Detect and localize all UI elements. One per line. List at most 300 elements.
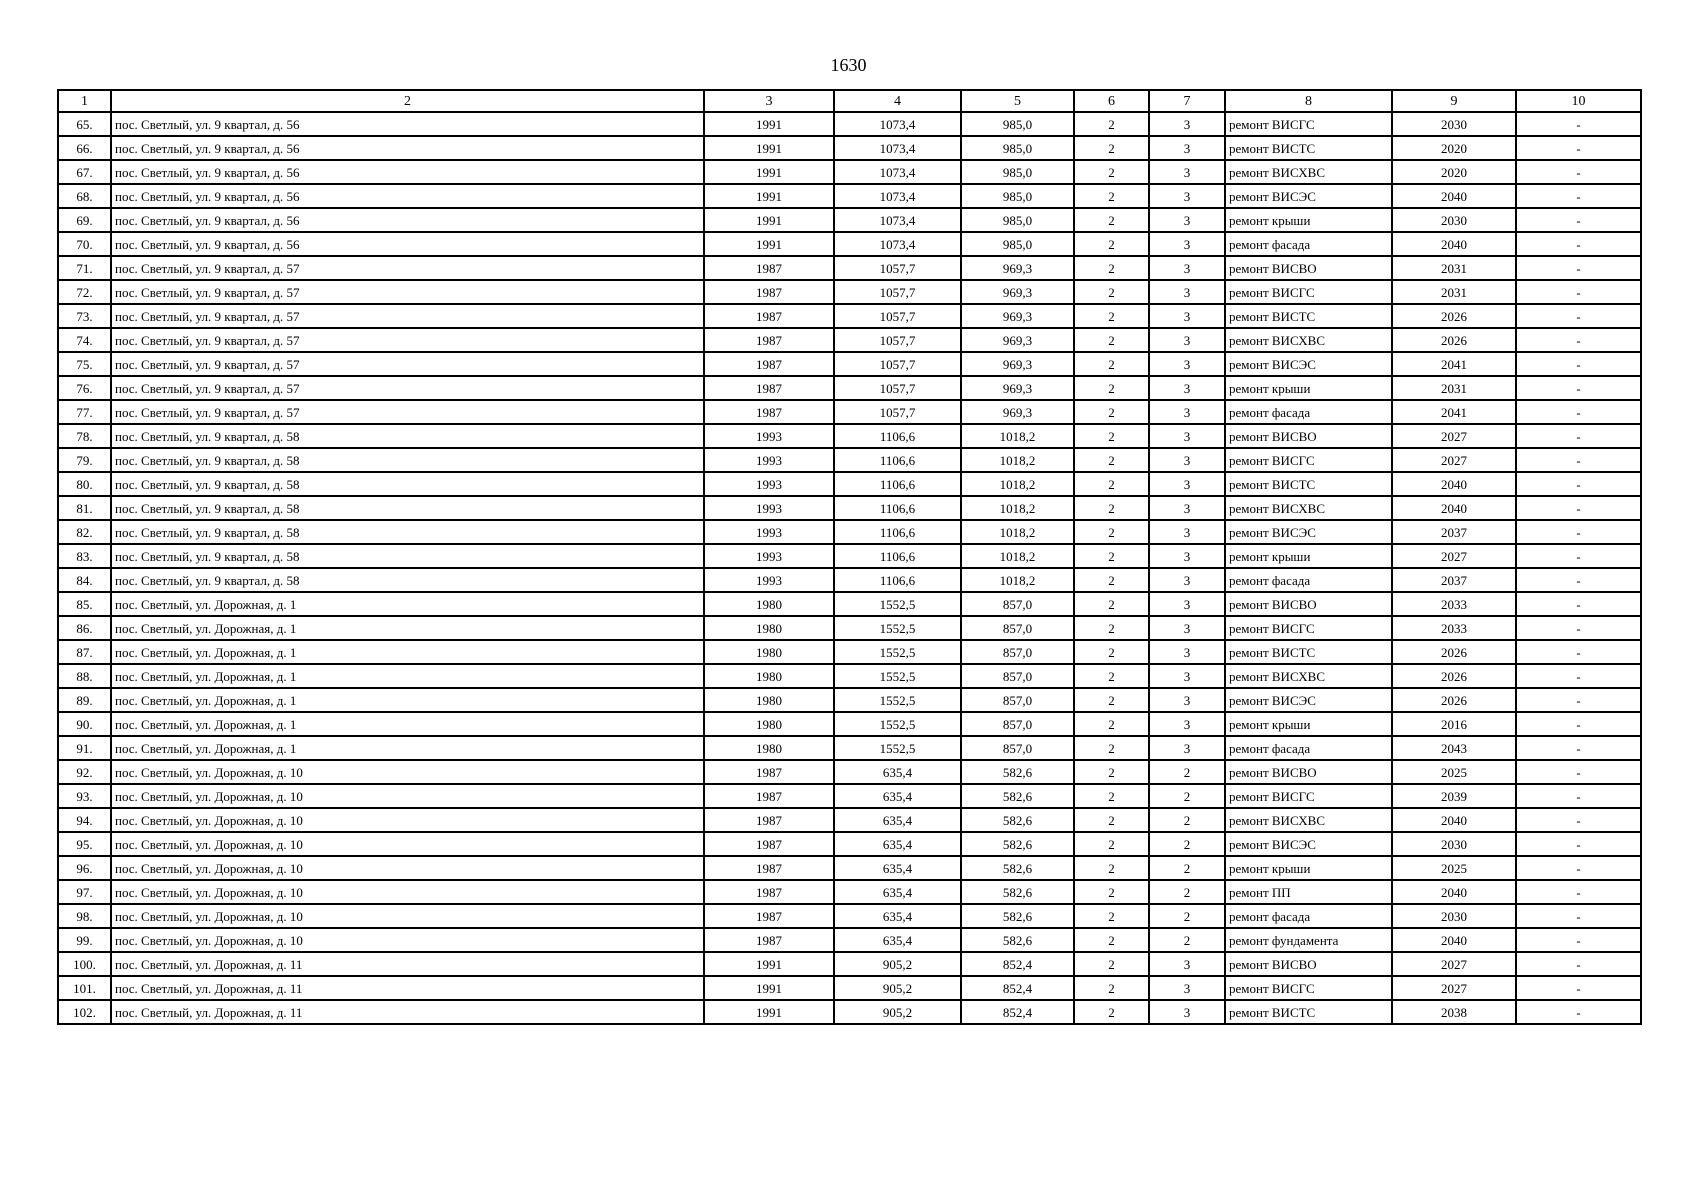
cell-planned-year: 2027 <box>1392 952 1516 976</box>
table-row <box>58 400 1641 424</box>
table-row <box>58 808 1641 832</box>
table-row <box>58 376 1641 400</box>
cell-year-built: 1987 <box>704 304 834 328</box>
cell-entrances: 3 <box>1149 352 1225 376</box>
cell-floors: 2 <box>1074 424 1149 448</box>
table-row <box>58 280 1641 304</box>
cell-living-area: 985,0 <box>961 232 1074 256</box>
cell-total-area: 905,2 <box>834 952 961 976</box>
cell-year-built: 1991 <box>704 136 834 160</box>
cell-planned-year: 2031 <box>1392 256 1516 280</box>
cell-entrances: 3 <box>1149 544 1225 568</box>
column-header: 9 <box>1392 90 1516 112</box>
cell-year-built: 1987 <box>704 808 834 832</box>
cell-living-area: 582,6 <box>961 880 1074 904</box>
cell-address: пос. Светлый, ул. 9 квартал, д. 56 <box>111 232 704 256</box>
cell-living-area: 985,0 <box>961 184 1074 208</box>
cell-note: - <box>1516 592 1641 616</box>
cell-address: пос. Светлый, ул. Дорожная, д. 11 <box>111 1000 704 1024</box>
cell-row-number: 86. <box>58 616 111 640</box>
cell-work-type: ремонт ВИСТС <box>1225 136 1392 160</box>
cell-floors: 2 <box>1074 880 1149 904</box>
cell-entrances: 2 <box>1149 856 1225 880</box>
cell-planned-year: 2026 <box>1392 688 1516 712</box>
cell-row-number: 89. <box>58 688 111 712</box>
cell-note: - <box>1516 280 1641 304</box>
cell-floors: 2 <box>1074 472 1149 496</box>
table-row <box>58 784 1641 808</box>
cell-living-area: 969,3 <box>961 376 1074 400</box>
cell-work-type: ремонт ВИСГС <box>1225 112 1392 136</box>
cell-year-built: 1980 <box>704 592 834 616</box>
cell-year-built: 1987 <box>704 928 834 952</box>
cell-note: - <box>1516 904 1641 928</box>
cell-planned-year: 2030 <box>1392 832 1516 856</box>
table-row <box>58 664 1641 688</box>
cell-planned-year: 2026 <box>1392 328 1516 352</box>
cell-row-number: 96. <box>58 856 111 880</box>
cell-address: пос. Светлый, ул. 9 квартал, д. 57 <box>111 304 704 328</box>
cell-address: пос. Светлый, ул. Дорожная, д. 11 <box>111 952 704 976</box>
cell-row-number: 65. <box>58 112 111 136</box>
cell-work-type: ремонт ВИСГС <box>1225 616 1392 640</box>
cell-work-type: ремонт ВИСХВС <box>1225 808 1392 832</box>
cell-planned-year: 2040 <box>1392 496 1516 520</box>
cell-year-built: 1991 <box>704 160 834 184</box>
table-row <box>58 976 1641 1000</box>
cell-floors: 2 <box>1074 592 1149 616</box>
cell-living-area: 852,4 <box>961 1000 1074 1024</box>
cell-floors: 2 <box>1074 520 1149 544</box>
cell-living-area: 857,0 <box>961 592 1074 616</box>
cell-entrances: 3 <box>1149 136 1225 160</box>
cell-planned-year: 2027 <box>1392 544 1516 568</box>
cell-note: - <box>1516 640 1641 664</box>
cell-row-number: 79. <box>58 448 111 472</box>
cell-planned-year: 2026 <box>1392 304 1516 328</box>
table-row <box>58 304 1641 328</box>
cell-year-built: 1991 <box>704 208 834 232</box>
cell-entrances: 3 <box>1149 640 1225 664</box>
cell-note: - <box>1516 784 1641 808</box>
cell-row-number: 93. <box>58 784 111 808</box>
cell-floors: 2 <box>1074 160 1149 184</box>
cell-floors: 2 <box>1074 928 1149 952</box>
cell-entrances: 3 <box>1149 112 1225 136</box>
cell-note: - <box>1516 208 1641 232</box>
cell-floors: 2 <box>1074 544 1149 568</box>
cell-note: - <box>1516 136 1641 160</box>
cell-note: - <box>1516 568 1641 592</box>
cell-total-area: 1106,6 <box>834 568 961 592</box>
cell-floors: 2 <box>1074 328 1149 352</box>
table-row <box>58 880 1641 904</box>
cell-planned-year: 2026 <box>1392 640 1516 664</box>
cell-work-type: ремонт ВИСХВС <box>1225 496 1392 520</box>
table-row <box>58 712 1641 736</box>
cell-year-built: 1980 <box>704 640 834 664</box>
cell-row-number: 81. <box>58 496 111 520</box>
cell-row-number: 83. <box>58 544 111 568</box>
cell-address: пос. Светлый, ул. Дорожная, д. 1 <box>111 712 704 736</box>
cell-address: пос. Светлый, ул. Дорожная, д. 10 <box>111 832 704 856</box>
cell-floors: 2 <box>1074 352 1149 376</box>
cell-floors: 2 <box>1074 688 1149 712</box>
cell-floors: 2 <box>1074 208 1149 232</box>
cell-living-area: 985,0 <box>961 208 1074 232</box>
cell-year-built: 1980 <box>704 664 834 688</box>
cell-work-type: ремонт ПП <box>1225 880 1392 904</box>
cell-row-number: 76. <box>58 376 111 400</box>
cell-planned-year: 2040 <box>1392 472 1516 496</box>
cell-total-area: 1106,6 <box>834 520 961 544</box>
cell-work-type: ремонт ВИСГС <box>1225 280 1392 304</box>
cell-note: - <box>1516 880 1641 904</box>
cell-total-area: 1106,6 <box>834 544 961 568</box>
cell-year-built: 1987 <box>704 376 834 400</box>
cell-total-area: 905,2 <box>834 1000 961 1024</box>
cell-planned-year: 2027 <box>1392 448 1516 472</box>
cell-row-number: 85. <box>58 592 111 616</box>
cell-entrances: 3 <box>1149 520 1225 544</box>
cell-year-built: 1980 <box>704 616 834 640</box>
cell-note: - <box>1516 856 1641 880</box>
cell-total-area: 635,4 <box>834 928 961 952</box>
cell-planned-year: 2040 <box>1392 232 1516 256</box>
cell-note: - <box>1516 112 1641 136</box>
cell-entrances: 3 <box>1149 952 1225 976</box>
cell-year-built: 1980 <box>704 712 834 736</box>
cell-note: - <box>1516 832 1641 856</box>
cell-address: пос. Светлый, ул. Дорожная, д. 10 <box>111 784 704 808</box>
cell-address: пос. Светлый, ул. 9 квартал, д. 58 <box>111 544 704 568</box>
cell-note: - <box>1516 520 1641 544</box>
cell-note: - <box>1516 952 1641 976</box>
cell-floors: 2 <box>1074 736 1149 760</box>
cell-entrances: 3 <box>1149 328 1225 352</box>
cell-floors: 2 <box>1074 184 1149 208</box>
cell-work-type: ремонт крыши <box>1225 712 1392 736</box>
cell-entrances: 3 <box>1149 424 1225 448</box>
cell-year-built: 1991 <box>704 976 834 1000</box>
column-header: 7 <box>1149 90 1225 112</box>
cell-planned-year: 2038 <box>1392 1000 1516 1024</box>
cell-living-area: 857,0 <box>961 736 1074 760</box>
cell-entrances: 3 <box>1149 448 1225 472</box>
cell-year-built: 1993 <box>704 568 834 592</box>
cell-note: - <box>1516 376 1641 400</box>
cell-entrances: 3 <box>1149 688 1225 712</box>
cell-planned-year: 2040 <box>1392 928 1516 952</box>
cell-year-built: 1980 <box>704 736 834 760</box>
table-row <box>58 736 1641 760</box>
cell-floors: 2 <box>1074 712 1149 736</box>
cell-planned-year: 2040 <box>1392 880 1516 904</box>
cell-note: - <box>1516 976 1641 1000</box>
table-row <box>58 952 1641 976</box>
cell-year-built: 1987 <box>704 400 834 424</box>
cell-note: - <box>1516 352 1641 376</box>
cell-entrances: 3 <box>1149 376 1225 400</box>
cell-total-area: 1073,4 <box>834 208 961 232</box>
cell-year-built: 1993 <box>704 424 834 448</box>
cell-address: пос. Светлый, ул. 9 квартал, д. 58 <box>111 520 704 544</box>
cell-year-built: 1987 <box>704 784 834 808</box>
cell-total-area: 635,4 <box>834 904 961 928</box>
cell-row-number: 77. <box>58 400 111 424</box>
cell-living-area: 582,6 <box>961 832 1074 856</box>
cell-total-area: 1057,7 <box>834 304 961 328</box>
cell-address: пос. Светлый, ул. 9 квартал, д. 56 <box>111 208 704 232</box>
cell-entrances: 3 <box>1149 160 1225 184</box>
table-row <box>58 256 1641 280</box>
cell-year-built: 1987 <box>704 328 834 352</box>
cell-row-number: 90. <box>58 712 111 736</box>
cell-planned-year: 2041 <box>1392 352 1516 376</box>
cell-work-type: ремонт крыши <box>1225 544 1392 568</box>
cell-address: пос. Светлый, ул. 9 квартал, д. 57 <box>111 352 704 376</box>
cell-living-area: 1018,2 <box>961 568 1074 592</box>
cell-entrances: 3 <box>1149 304 1225 328</box>
cell-year-built: 1987 <box>704 280 834 304</box>
cell-total-area: 635,4 <box>834 784 961 808</box>
cell-address: пос. Светлый, ул. Дорожная, д. 10 <box>111 880 704 904</box>
cell-address: пос. Светлый, ул. 9 квартал, д. 58 <box>111 496 704 520</box>
cell-total-area: 1073,4 <box>834 232 961 256</box>
cell-address: пос. Светлый, ул. Дорожная, д. 1 <box>111 640 704 664</box>
cell-row-number: 73. <box>58 304 111 328</box>
table-row <box>58 1000 1641 1024</box>
cell-floors: 2 <box>1074 808 1149 832</box>
cell-address: пос. Светлый, ул. 9 квартал, д. 57 <box>111 376 704 400</box>
cell-planned-year: 2027 <box>1392 424 1516 448</box>
cell-living-area: 969,3 <box>961 304 1074 328</box>
cell-total-area: 1106,6 <box>834 424 961 448</box>
cell-work-type: ремонт ВИСЭС <box>1225 520 1392 544</box>
table-row <box>58 592 1641 616</box>
table-row <box>58 424 1641 448</box>
cell-total-area: 635,4 <box>834 856 961 880</box>
column-header: 10 <box>1516 90 1641 112</box>
cell-living-area: 1018,2 <box>961 496 1074 520</box>
cell-total-area: 1073,4 <box>834 160 961 184</box>
cell-row-number: 97. <box>58 880 111 904</box>
table-row <box>58 352 1641 376</box>
table-row <box>58 928 1641 952</box>
cell-planned-year: 2025 <box>1392 760 1516 784</box>
cell-entrances: 2 <box>1149 904 1225 928</box>
cell-floors: 2 <box>1074 664 1149 688</box>
cell-living-area: 582,6 <box>961 928 1074 952</box>
column-header: 6 <box>1074 90 1149 112</box>
cell-address: пос. Светлый, ул. Дорожная, д. 10 <box>111 904 704 928</box>
cell-row-number: 102. <box>58 1000 111 1024</box>
cell-row-number: 99. <box>58 928 111 952</box>
cell-planned-year: 2031 <box>1392 280 1516 304</box>
cell-row-number: 75. <box>58 352 111 376</box>
cell-work-type: ремонт ВИСЭС <box>1225 352 1392 376</box>
cell-work-type: ремонт ВИСЭС <box>1225 688 1392 712</box>
cell-row-number: 87. <box>58 640 111 664</box>
cell-entrances: 3 <box>1149 568 1225 592</box>
cell-planned-year: 2043 <box>1392 736 1516 760</box>
cell-address: пос. Светлый, ул. 9 квартал, д. 57 <box>111 280 704 304</box>
cell-work-type: ремонт ВИСВО <box>1225 760 1392 784</box>
cell-floors: 2 <box>1074 304 1149 328</box>
cell-planned-year: 2040 <box>1392 808 1516 832</box>
cell-address: пос. Светлый, ул. 9 квартал, д. 56 <box>111 184 704 208</box>
cell-note: - <box>1516 472 1641 496</box>
cell-living-area: 985,0 <box>961 112 1074 136</box>
table-row <box>58 616 1641 640</box>
cell-total-area: 1106,6 <box>834 448 961 472</box>
cell-note: - <box>1516 1000 1641 1024</box>
cell-living-area: 582,6 <box>961 808 1074 832</box>
cell-note: - <box>1516 424 1641 448</box>
cell-year-built: 1993 <box>704 496 834 520</box>
cell-work-type: ремонт ВИСГС <box>1225 784 1392 808</box>
table-row <box>58 496 1641 520</box>
cell-floors: 2 <box>1074 952 1149 976</box>
column-header: 4 <box>834 90 961 112</box>
cell-total-area: 1057,7 <box>834 400 961 424</box>
cell-entrances: 2 <box>1149 784 1225 808</box>
table-row <box>58 640 1641 664</box>
cell-year-built: 1987 <box>704 880 834 904</box>
cell-total-area: 1552,5 <box>834 736 961 760</box>
table-row <box>58 328 1641 352</box>
cell-planned-year: 2027 <box>1392 976 1516 1000</box>
cell-living-area: 852,4 <box>961 976 1074 1000</box>
table-row <box>58 232 1641 256</box>
page-number: 1630 <box>830 55 867 75</box>
cell-year-built: 1991 <box>704 232 834 256</box>
cell-entrances: 3 <box>1149 184 1225 208</box>
cell-row-number: 68. <box>58 184 111 208</box>
cell-note: - <box>1516 256 1641 280</box>
cell-entrances: 2 <box>1149 832 1225 856</box>
table-row <box>58 208 1641 232</box>
cell-note: - <box>1516 544 1641 568</box>
cell-living-area: 1018,2 <box>961 520 1074 544</box>
cell-row-number: 94. <box>58 808 111 832</box>
cell-year-built: 1993 <box>704 520 834 544</box>
cell-living-area: 582,6 <box>961 904 1074 928</box>
cell-living-area: 582,6 <box>961 856 1074 880</box>
cell-row-number: 82. <box>58 520 111 544</box>
cell-entrances: 3 <box>1149 472 1225 496</box>
cell-work-type: ремонт ВИСХВС <box>1225 160 1392 184</box>
column-header: 5 <box>961 90 1074 112</box>
cell-floors: 2 <box>1074 904 1149 928</box>
cell-work-type: ремонт крыши <box>1225 856 1392 880</box>
cell-total-area: 1057,7 <box>834 328 961 352</box>
cell-living-area: 857,0 <box>961 664 1074 688</box>
cell-note: - <box>1516 616 1641 640</box>
cell-year-built: 1980 <box>704 688 834 712</box>
cell-planned-year: 2040 <box>1392 184 1516 208</box>
cell-note: - <box>1516 712 1641 736</box>
cell-year-built: 1987 <box>704 904 834 928</box>
cell-planned-year: 2033 <box>1392 592 1516 616</box>
cell-address: пос. Светлый, ул. Дорожная, д. 1 <box>111 664 704 688</box>
cell-total-area: 1073,4 <box>834 184 961 208</box>
cell-address: пос. Светлый, ул. 9 квартал, д. 58 <box>111 424 704 448</box>
cell-floors: 2 <box>1074 496 1149 520</box>
cell-planned-year: 2025 <box>1392 856 1516 880</box>
cell-entrances: 2 <box>1149 880 1225 904</box>
cell-entrances: 3 <box>1149 664 1225 688</box>
cell-year-built: 1993 <box>704 544 834 568</box>
table-row <box>58 184 1641 208</box>
cell-entrances: 3 <box>1149 1000 1225 1024</box>
table-row <box>58 448 1641 472</box>
cell-work-type: ремонт ВИСХВС <box>1225 664 1392 688</box>
table-row <box>58 832 1641 856</box>
cell-floors: 2 <box>1074 568 1149 592</box>
cell-total-area: 1057,7 <box>834 280 961 304</box>
cell-floors: 2 <box>1074 280 1149 304</box>
cell-year-built: 1991 <box>704 112 834 136</box>
cell-planned-year: 2039 <box>1392 784 1516 808</box>
table-row <box>58 856 1641 880</box>
cell-entrances: 3 <box>1149 496 1225 520</box>
table-row <box>58 112 1641 136</box>
cell-work-type: ремонт фасада <box>1225 904 1392 928</box>
cell-row-number: 84. <box>58 568 111 592</box>
cell-address: пос. Светлый, ул. 9 квартал, д. 58 <box>111 448 704 472</box>
cell-planned-year: 2033 <box>1392 616 1516 640</box>
cell-row-number: 71. <box>58 256 111 280</box>
cell-total-area: 1552,5 <box>834 688 961 712</box>
cell-entrances: 3 <box>1149 736 1225 760</box>
cell-work-type: ремонт ВИСТС <box>1225 472 1392 496</box>
cell-planned-year: 2030 <box>1392 208 1516 232</box>
cell-total-area: 1552,5 <box>834 640 961 664</box>
cell-year-built: 1987 <box>704 352 834 376</box>
cell-floors: 2 <box>1074 616 1149 640</box>
cell-address: пос. Светлый, ул. Дорожная, д. 1 <box>111 592 704 616</box>
cell-living-area: 857,0 <box>961 616 1074 640</box>
cell-note: - <box>1516 808 1641 832</box>
cell-floors: 2 <box>1074 760 1149 784</box>
table-row <box>58 160 1641 184</box>
cell-note: - <box>1516 496 1641 520</box>
cell-work-type: ремонт ВИСВО <box>1225 592 1392 616</box>
cell-total-area: 1057,7 <box>834 256 961 280</box>
cell-total-area: 1552,5 <box>834 616 961 640</box>
cell-work-type: ремонт ВИСВО <box>1225 424 1392 448</box>
cell-total-area: 635,4 <box>834 760 961 784</box>
cell-work-type: ремонт ВИСВО <box>1225 952 1392 976</box>
cell-total-area: 1073,4 <box>834 112 961 136</box>
cell-year-built: 1991 <box>704 952 834 976</box>
cell-living-area: 857,0 <box>961 688 1074 712</box>
cell-row-number: 88. <box>58 664 111 688</box>
cell-living-area: 985,0 <box>961 136 1074 160</box>
cell-living-area: 1018,2 <box>961 448 1074 472</box>
cell-work-type: ремонт ВИСЭС <box>1225 832 1392 856</box>
cell-living-area: 857,0 <box>961 712 1074 736</box>
cell-floors: 2 <box>1074 232 1149 256</box>
cell-floors: 2 <box>1074 256 1149 280</box>
table-row <box>58 904 1641 928</box>
cell-address: пос. Светлый, ул. 9 квартал, д. 56 <box>111 112 704 136</box>
table-row <box>58 688 1641 712</box>
cell-floors: 2 <box>1074 400 1149 424</box>
cell-note: - <box>1516 688 1641 712</box>
table-row <box>58 544 1641 568</box>
